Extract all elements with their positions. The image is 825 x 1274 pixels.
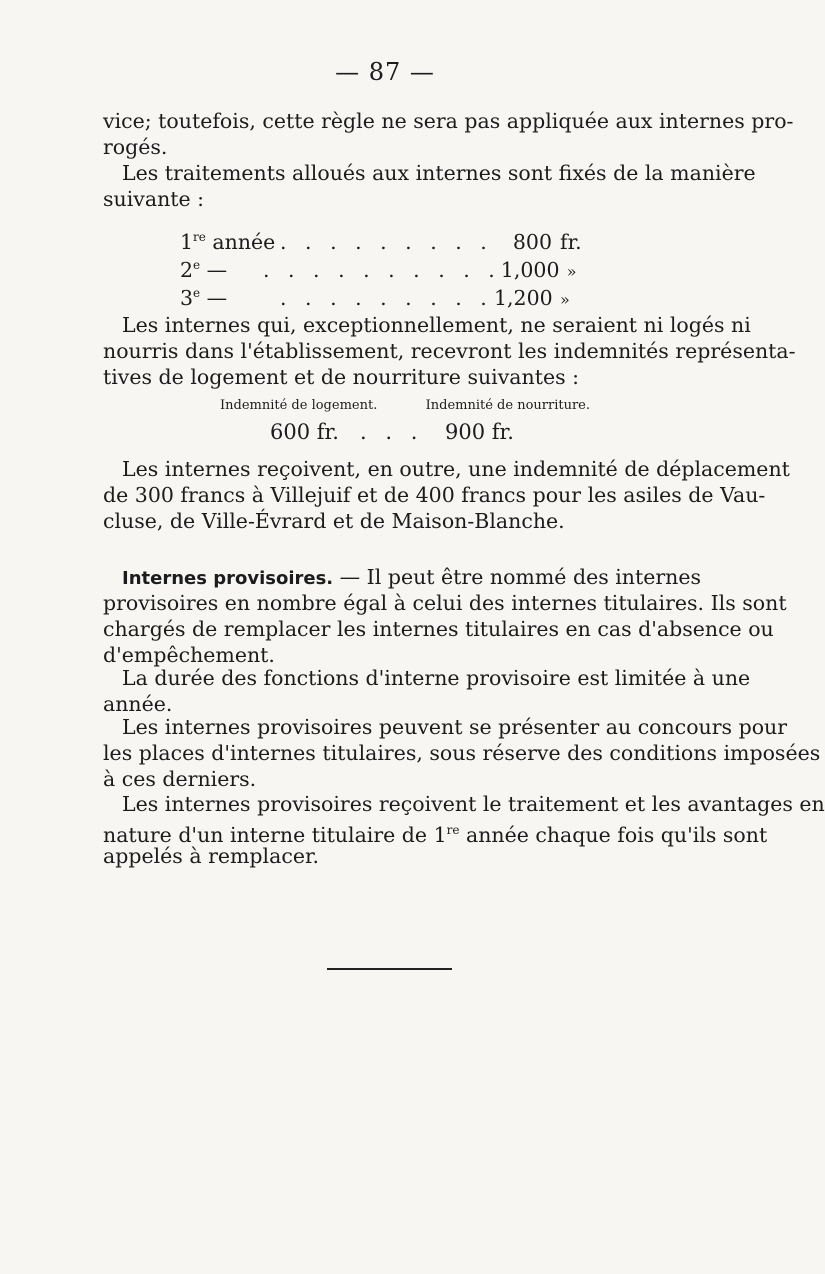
salary-row: 2e — . . . . . . . . . . 1,000 » bbox=[180, 257, 577, 282]
text-line: Les internes provisoires peuvent se présenter au concours pour bbox=[122, 715, 788, 739]
text-line: nourris dans l'établissement, recevront les indemnités représenta- bbox=[103, 339, 796, 363]
text-line: provisoires en nombre égal à celui des internes titulaires. Ils sont bbox=[103, 591, 787, 615]
text-line: cluse, de Ville-Évrard et de Maison-Blanche. bbox=[103, 509, 565, 533]
text-line: à ces derniers. bbox=[103, 767, 257, 791]
text-line: Internes provisoires. — Il peut être nommé des internes bbox=[122, 565, 702, 589]
text-line: rogés. bbox=[103, 135, 168, 159]
indemnity-labels bbox=[220, 398, 590, 413]
section-heading: Internes provisoires. bbox=[122, 568, 334, 589]
text-line: suivante : bbox=[103, 187, 205, 211]
text-line: de 300 francs à Villejuif et de 400 francs pour les asiles de Vau- bbox=[103, 483, 766, 507]
housing-value: 600 fr. bbox=[270, 420, 339, 444]
food-value: 900 fr. bbox=[445, 420, 514, 444]
text-line: Les traitements alloués aux internes sont fixés de la manière bbox=[122, 161, 756, 185]
text-line: les places d'internes titulaires, sous réserve des conditions imposées bbox=[103, 741, 821, 765]
paragraph-indemnities-intro bbox=[103, 312, 796, 390]
text-line: tives de logement et de nourriture suivantes : bbox=[103, 365, 580, 389]
salary-row: 3e — . . . . . . . . . 1,200 » bbox=[180, 285, 570, 310]
salary-row: 1re année . . . . . . . . . 800 fr. bbox=[180, 229, 582, 254]
salary-table bbox=[180, 223, 600, 310]
text-line: année. bbox=[103, 692, 173, 716]
section-internes-provisoires bbox=[103, 564, 787, 668]
indemnity-values: 600 fr. . . . 900 fr. bbox=[270, 420, 514, 444]
text-line: nature d'un interne titulaire de 1re année chaque fois qu'ils sont bbox=[103, 822, 768, 847]
text-line: chargés de remplacer les internes titulaires en cas d'absence ou bbox=[103, 617, 774, 641]
text-line: Les internes provisoires reçoivent le traitement et les avantages en bbox=[122, 792, 825, 816]
closing-rule bbox=[327, 968, 452, 970]
paragraph-salaries-intro bbox=[103, 160, 756, 212]
paragraph-remuneration bbox=[103, 791, 825, 869]
text-line: La durée des fonctions d'interne provisoire est limitée à une bbox=[122, 666, 751, 690]
text-line: vice; toutefois, cette règle ne sera pas appliquée aux internes pro- bbox=[103, 109, 794, 133]
paragraph-travel-allowance bbox=[103, 456, 790, 534]
food-label: Indemnité de nourriture. bbox=[425, 398, 590, 413]
text-line: Les internes reçoivent, en outre, une indemnité de déplacement bbox=[122, 457, 790, 481]
page-number: — 87 — bbox=[335, 58, 435, 86]
paragraph-continuation bbox=[103, 108, 794, 160]
housing-label: Indemnité de logement. bbox=[220, 398, 378, 413]
text-line: Les internes qui, exceptionnellement, ne seraient ni logés ni bbox=[122, 313, 751, 337]
paragraph-competition bbox=[103, 714, 821, 792]
text-line: appelés à remplacer. bbox=[103, 844, 320, 868]
text-line: d'empêchement. bbox=[103, 643, 275, 667]
paragraph-duration bbox=[103, 665, 751, 717]
